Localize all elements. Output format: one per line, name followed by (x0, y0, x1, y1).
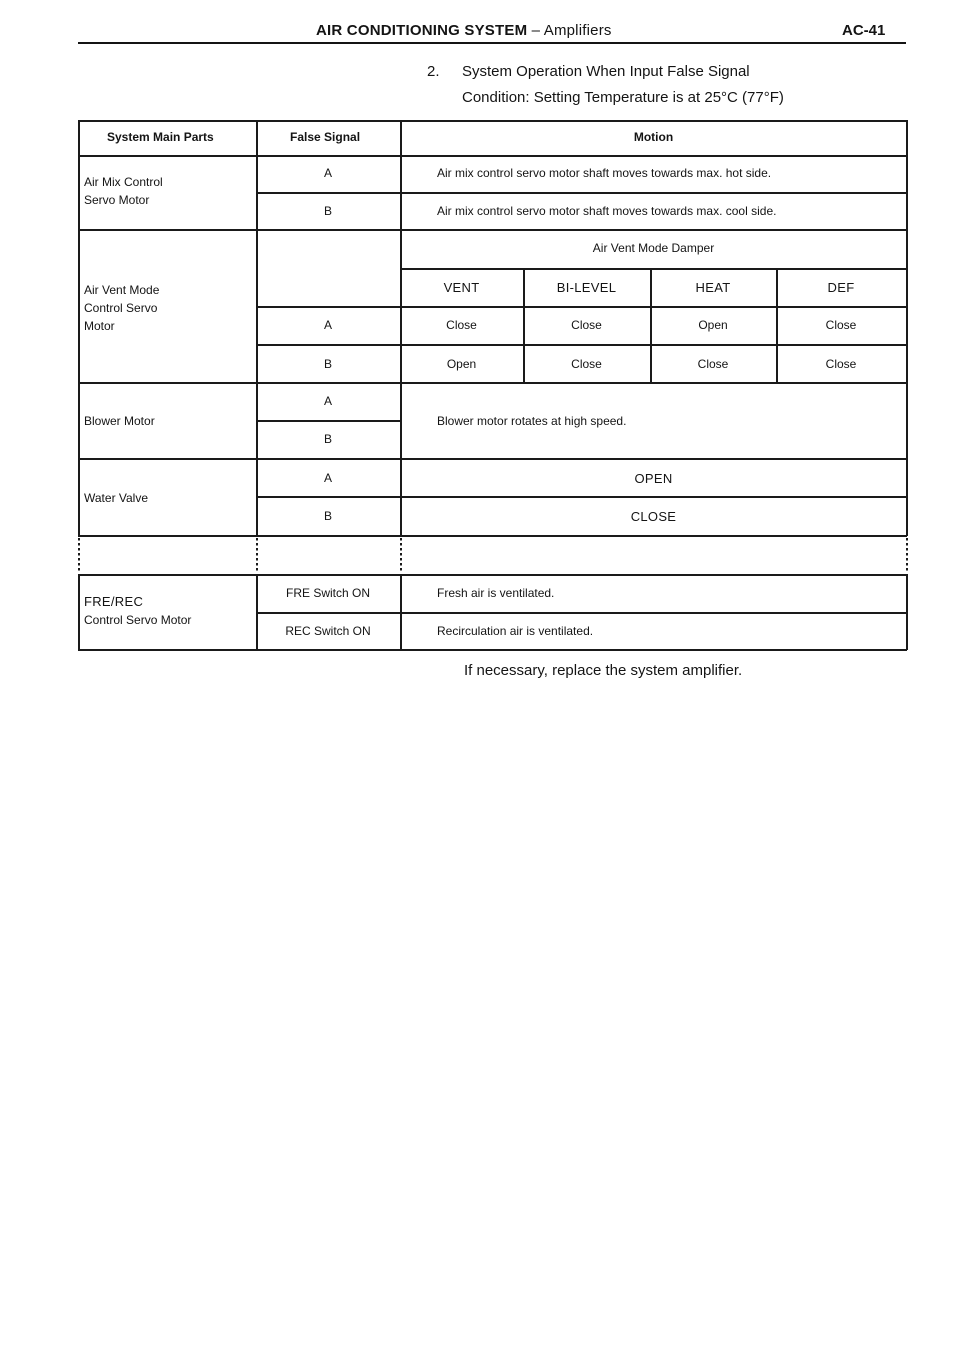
section-number: 2. (427, 63, 440, 80)
mode-value-cell: Close (825, 318, 857, 332)
page-number: AC-41 (842, 22, 886, 39)
part-fre-rec-line2: Control Servo Motor (84, 613, 192, 627)
part-blower-motor: Blower Motor (84, 414, 155, 428)
table-rule (78, 382, 907, 384)
header-motion: Motion (633, 130, 674, 144)
mode-value-cell: Open (698, 318, 728, 332)
signal-cell: REC Switch ON (285, 624, 371, 638)
mode-value-cell: Close (571, 318, 602, 332)
table-rule (256, 612, 907, 614)
table-break-line (400, 538, 402, 572)
operation-table (0, 0, 960, 660)
motion-cell: Fresh air is ventilated. (437, 586, 555, 600)
signal-cell: A (323, 394, 332, 408)
section-title: System Operation When Input False Signal (462, 63, 750, 80)
part-water-valve: Water Valve (84, 491, 149, 505)
signal-cell: A (323, 318, 332, 332)
motion-cell: Air mix control servo motor shaft moves towards max. hot side. (437, 166, 772, 180)
table-rule (78, 458, 907, 460)
table-rule (906, 574, 908, 650)
mode-value-cell: Close (825, 357, 857, 371)
mode-header: BI-LEVEL (556, 280, 617, 295)
table-rule (78, 229, 907, 231)
signal-cell: B (323, 509, 332, 523)
table-break-line (78, 538, 80, 572)
table-rule (78, 120, 80, 536)
header-title-main: AIR CONDITIONING SYSTEM (316, 22, 528, 39)
motion-cell: Air mix control servo motor shaft moves towards max. cool side. (437, 204, 777, 218)
damper-title: Air Vent Mode Damper (592, 241, 715, 255)
table-rule (256, 344, 907, 346)
table-rule (400, 574, 402, 650)
header-title-sub: – Amplifiers (531, 22, 612, 39)
table-rule (78, 574, 907, 576)
table-rule (256, 192, 907, 194)
table-rule (78, 120, 907, 122)
signal-cell: A (323, 166, 332, 180)
motion-cell: CLOSE (630, 509, 677, 524)
header-system-main-parts: System Main Parts (107, 130, 214, 144)
part-air-mix-line1: Air Mix Control (84, 175, 163, 189)
part-air-vent-line1: Air Vent Mode (84, 283, 160, 297)
footer-note: If necessary, replace the system amplifier. (464, 662, 743, 679)
mode-value-cell: Open (446, 357, 477, 371)
part-air-vent-line2: Control Servo (84, 301, 158, 315)
table-break-line (256, 538, 258, 572)
table-break-line (906, 538, 908, 572)
table-rule (78, 535, 907, 537)
mode-header: VENT (443, 280, 480, 295)
table-rule (256, 420, 400, 422)
signal-cell: A (323, 471, 332, 485)
header-false-signal: False Signal (290, 130, 361, 144)
table-rule (78, 649, 907, 651)
mode-header: DEF (827, 280, 855, 295)
motion-cell: Blower motor rotates at high speed. (437, 414, 627, 428)
signal-cell: B (323, 357, 332, 371)
table-rule (400, 268, 907, 270)
mode-value-cell: Close (446, 318, 477, 332)
mode-value-cell: Close (697, 357, 729, 371)
table-rule (256, 496, 907, 498)
table-rule (256, 306, 907, 308)
motion-cell: Recirculation air is ventilated. (437, 624, 594, 638)
table-rule (78, 574, 80, 650)
signal-cell: B (323, 432, 332, 446)
section-condition: Condition: Setting Temperature is at 25°C (77°F) (462, 89, 784, 106)
part-air-vent-line3: Motor (84, 319, 115, 333)
mode-value-cell: Close (571, 357, 602, 371)
mode-header: HEAT (695, 280, 731, 295)
motion-cell: OPEN (634, 471, 673, 486)
part-fre-rec-line1: FRE/REC (84, 594, 144, 609)
table-rule (78, 155, 907, 157)
signal-cell: B (323, 204, 332, 218)
part-air-mix-line2: Servo Motor (84, 193, 150, 207)
signal-cell: FRE Switch ON (285, 586, 370, 600)
